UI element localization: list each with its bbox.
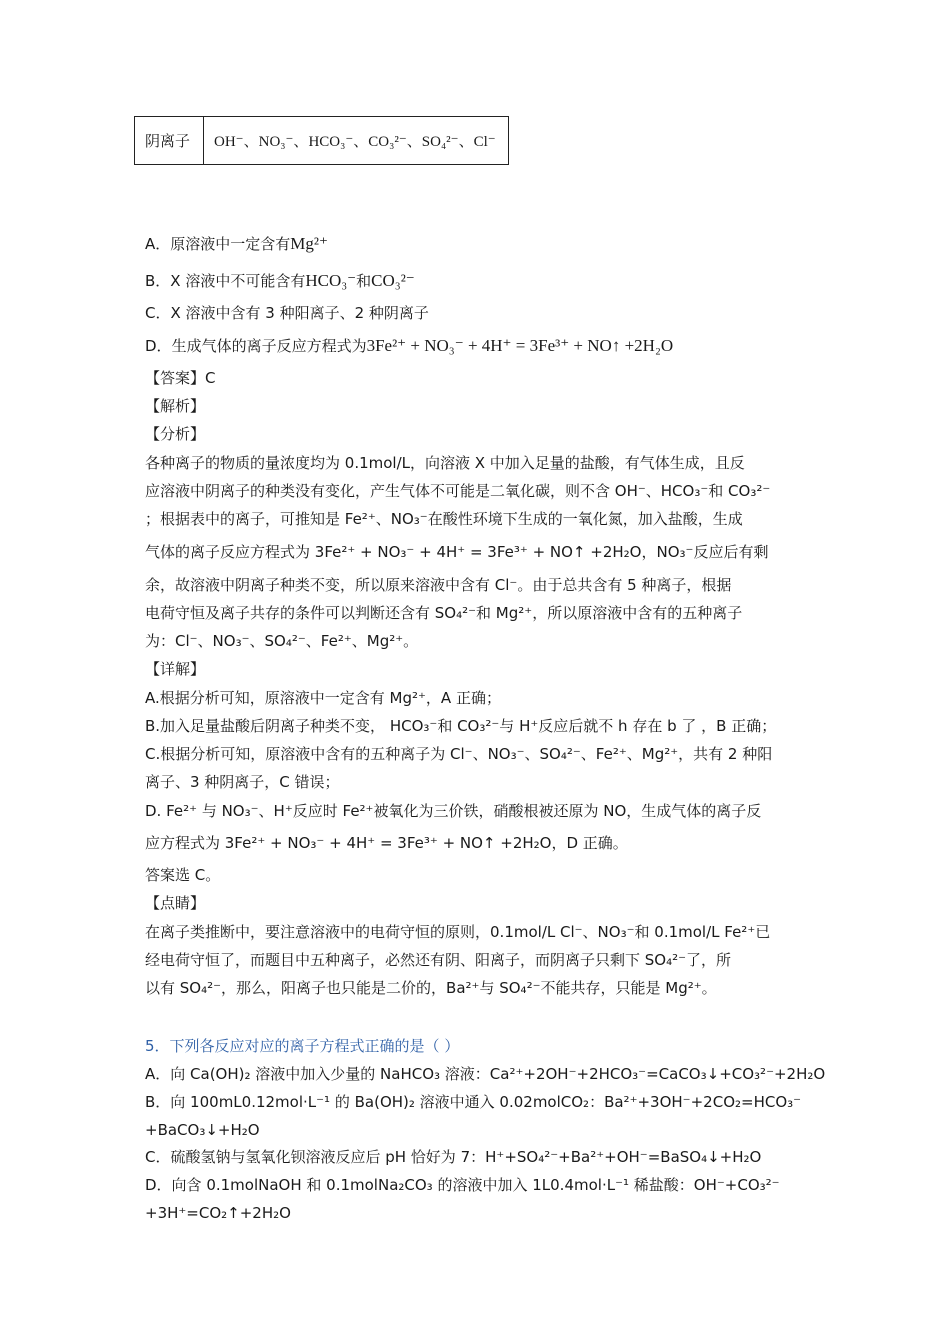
anion-cl: Cl⁻	[473, 134, 496, 150]
q4-xiangjie-heading: 【详解】	[145, 660, 206, 678]
analysis-line-5: 余，故溶液中阴离子种类不变，所以原来溶液中含有 Cl⁻。由于总共含有 5 种离子，根据	[145, 576, 732, 594]
q5-option-b-line-1: B．向 100mL0.12mol·L⁻¹ 的 Ba(OH)₂ 溶液中通入 0.02molCO₂：Ba²⁺+3OH⁻+2CO₂=HCO₃⁻	[145, 1093, 802, 1111]
q4-option-c: C．X 溶液中含有 3 种阳离子、2 种阴离子	[145, 304, 429, 322]
q5-option-d-line-2: +3H⁺=CO₂↑+2H₂O	[145, 1204, 291, 1222]
detail-line-a: A.根据分析可知，原溶液中一定含有 Mg²⁺，A 正确；	[145, 689, 501, 707]
tip-line-1: 在离子类推断中，要注意溶液中的电荷守恒的原则，0.1mol/L Cl⁻、NO₃⁻和 0.1mol/L Fe²⁺已	[145, 923, 771, 941]
q4-option-a: A．原溶液中一定含有Mg²⁺	[145, 234, 328, 253]
detail-line-b: B.加入足量盐酸后阴离子种类不变， HCO₃⁻和 CO₃²⁻与 H⁺反应后就不 h 存在 b 了 ，B 正确；	[145, 717, 777, 735]
q4-fenxi-heading: 【分析】	[145, 425, 206, 443]
detail-line-c2: 离子、3 种阴离子，C 错误；	[145, 773, 340, 791]
q5-option-b-line-2: +BaCO₃↓+H₂O	[145, 1121, 260, 1139]
q5-option-a: A．向 Ca(OH)₂ 溶液中加入少量的 NaHCO₃ 溶液：Ca²⁺+2OH⁻+2HCO₃⁻=CaCO₃↓+CO₃²⁻+2H₂O	[145, 1065, 826, 1083]
analysis-line-3: ；根据表中的离子，可推知是 Fe²⁺、NO₃⁻在酸性环境下生成的一氧化氮，加入盐酸，生成	[145, 510, 743, 528]
anion-hco3: HCO₃⁻	[308, 134, 354, 150]
q4-option-d: D．生成气体的离子反应方程式为3Fe²⁺ + NO₃⁻ + 4H⁺ = 3Fe³⁺ + NO↑ +2H₂O	[145, 336, 674, 355]
final-answer: 答案选 C。	[145, 866, 221, 884]
detail-line-d1: D. Fe²⁺ 与 NO₃⁻、H⁺反应时 Fe²⁺被氧化为三价铁，硝酸根被还原为 NO，生成气体的离子反	[145, 802, 762, 820]
q5-stem: 5．下列各反应对应的离子方程式正确的是（ ）	[145, 1037, 460, 1055]
q4-answer: 【答案】C	[145, 369, 216, 387]
anion-table-header: 阴离子	[135, 117, 204, 165]
q5-option-d-line-1: D．向含 0.1molNaOH 和 0.1molNa₂CO₃ 的溶液中加入 1L0.4mol·L⁻¹ 稀盐酸：OH⁻+CO₃²⁻	[145, 1176, 780, 1194]
analysis-line-1: 各种离子的物质的量浓度均为 0.1mol/L，向溶液 X 中加入足量的盐酸，有气体生成，且反	[145, 454, 745, 472]
anion-so4: SO₄²⁻	[421, 134, 459, 150]
anion-table	[134, 116, 509, 165]
analysis-line-6: 电荷守恒及离子共存的条件可以判断还含有 SO₄²⁻和 Mg²⁺，所以原溶液中含有的五种离子	[145, 604, 743, 622]
analysis-line-7: 为：Cl⁻、NO₃⁻、SO₄²⁻、Fe²⁺、Mg²⁺。	[145, 632, 419, 650]
tip-line-2: 经电荷守恒了，而题目中五种离子，必然还有阴、阳离子，而阴离子只剩下 SO₄²⁻了，所	[145, 951, 732, 969]
anion-oh: OH⁻	[214, 134, 244, 150]
anion-table-values: OH⁻、NO₃⁻、HCO₃⁻、CO₃²⁻、SO₄²⁻、Cl⁻	[204, 117, 509, 165]
analysis-line-2: 应溶液中阴离子的种类没有变化，产生气体不可能是二氧化碳，则不含 OH⁻、HCO₃⁻和 CO₃²⁻	[145, 482, 771, 500]
q4-dianjing-heading: 【点睛】	[145, 894, 206, 912]
anion-no3: NO₃⁻	[258, 134, 294, 150]
anion-co3: CO₃²⁻	[368, 134, 407, 150]
q4-jiexi-heading: 【解析】	[145, 397, 206, 415]
analysis-line-4: 气体的离子反应方程式为 3Fe²⁺ + NO₃⁻ + 4H⁺ = 3Fe³⁺ + NO↑ +2H₂O，NO₃⁻反应后有剩	[145, 543, 769, 561]
detail-line-d2: 应方程式为 3Fe²⁺ + NO₃⁻ + 4H⁺ = 3Fe³⁺ + NO↑ +2H₂O，D 正确。	[145, 834, 628, 852]
detail-line-c1: C.根据分析可知，原溶液中含有的五种离子为 Cl⁻、NO₃⁻、SO₄²⁻、Fe²⁺、Mg²⁺，共有 2 种阳	[145, 745, 773, 763]
q5-option-c: C．硫酸氢钠与氢氧化钡溶液反应后 pH 恰好为 7：H⁺+SO₄²⁻+Ba²⁺+OH⁻=BaSO₄↓+H₂O	[145, 1148, 762, 1166]
tip-line-3: 以有 SO₄²⁻，那么，阳离子也只能是二价的，Ba²⁺与 SO₄²⁻不能共存，只能是 Mg²⁺。	[145, 979, 717, 997]
q4-option-b: B．X 溶液中不可能含有HCO₃⁻和CO₃²⁻	[145, 271, 415, 290]
